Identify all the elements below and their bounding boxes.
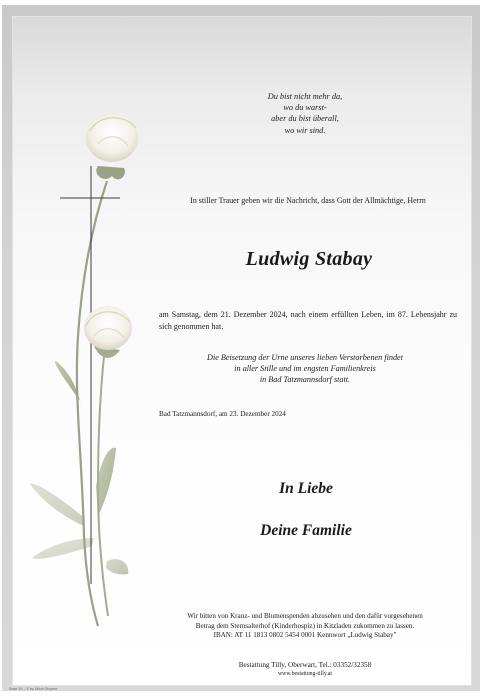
rose-decoration	[12, 16, 152, 656]
poem	[240, 91, 370, 136]
cross-icon	[60, 166, 120, 584]
poem-line: aber du bist überall,	[271, 114, 339, 124]
stem-top	[77, 181, 107, 626]
donation-line: Betrag dem Sternsalterhof (Kinderhospiz) in Kitzladen zukommen zu lassen.	[195, 621, 415, 630]
rose-top-icon	[86, 114, 138, 179]
intro-text: In stiller Trauer geben wir die Nachricht, dass Gott der Allmächtige, Herrn	[190, 196, 426, 205]
funeral-line: Die Beisetzung der Urne unseres lieben Verstorbenen findet	[207, 353, 403, 362]
image-credit: Rose 15 – © by Ulrich Stoyme	[9, 687, 58, 691]
poem-line: Du bist nicht mehr da,	[267, 92, 343, 101]
funeral-line: in Bad Tatzmannsdorf statt.	[259, 375, 351, 385]
donation-line: IBAN: AT 11 1813 0802 5454 0001 Kennwort „Ludwig Stabay"	[213, 631, 397, 640]
funeral-line: in aller Stille und im engsten Familienkreis	[234, 364, 376, 374]
undertaker-website: www.bestattung-tilly.at	[278, 671, 332, 677]
deceased-name: Ludwig Stabay	[245, 248, 373, 270]
undertaker-info	[150, 661, 460, 679]
leaf-3	[30, 483, 84, 526]
leaf-5	[106, 559, 128, 574]
poem-line: wo du warst-	[283, 103, 327, 113]
closing-love: In Liebe	[279, 480, 333, 497]
closing-family: Deine Familie	[260, 522, 352, 539]
donation-line: Wir bitten von Kranz- und Blumenspenden abzusehen und den dafür vorgesehenen	[187, 612, 423, 620]
death-notice: am Samstag, dem 21. Dezember 2024, nach einem erfüllten Leben, im 87. Lebensjahr zu sich genommen hat.	[159, 310, 457, 331]
place-date: Bad Tatzmannsdorf, am 23. Dezember 2024	[159, 410, 286, 418]
donation-request	[150, 612, 460, 641]
funeral-notice	[170, 352, 440, 386]
undertaker-line: Bestattung Tilly, Oberwart, Tel.: 03352/32358	[238, 661, 372, 669]
poem-line: wo wir sind.	[284, 125, 326, 135]
